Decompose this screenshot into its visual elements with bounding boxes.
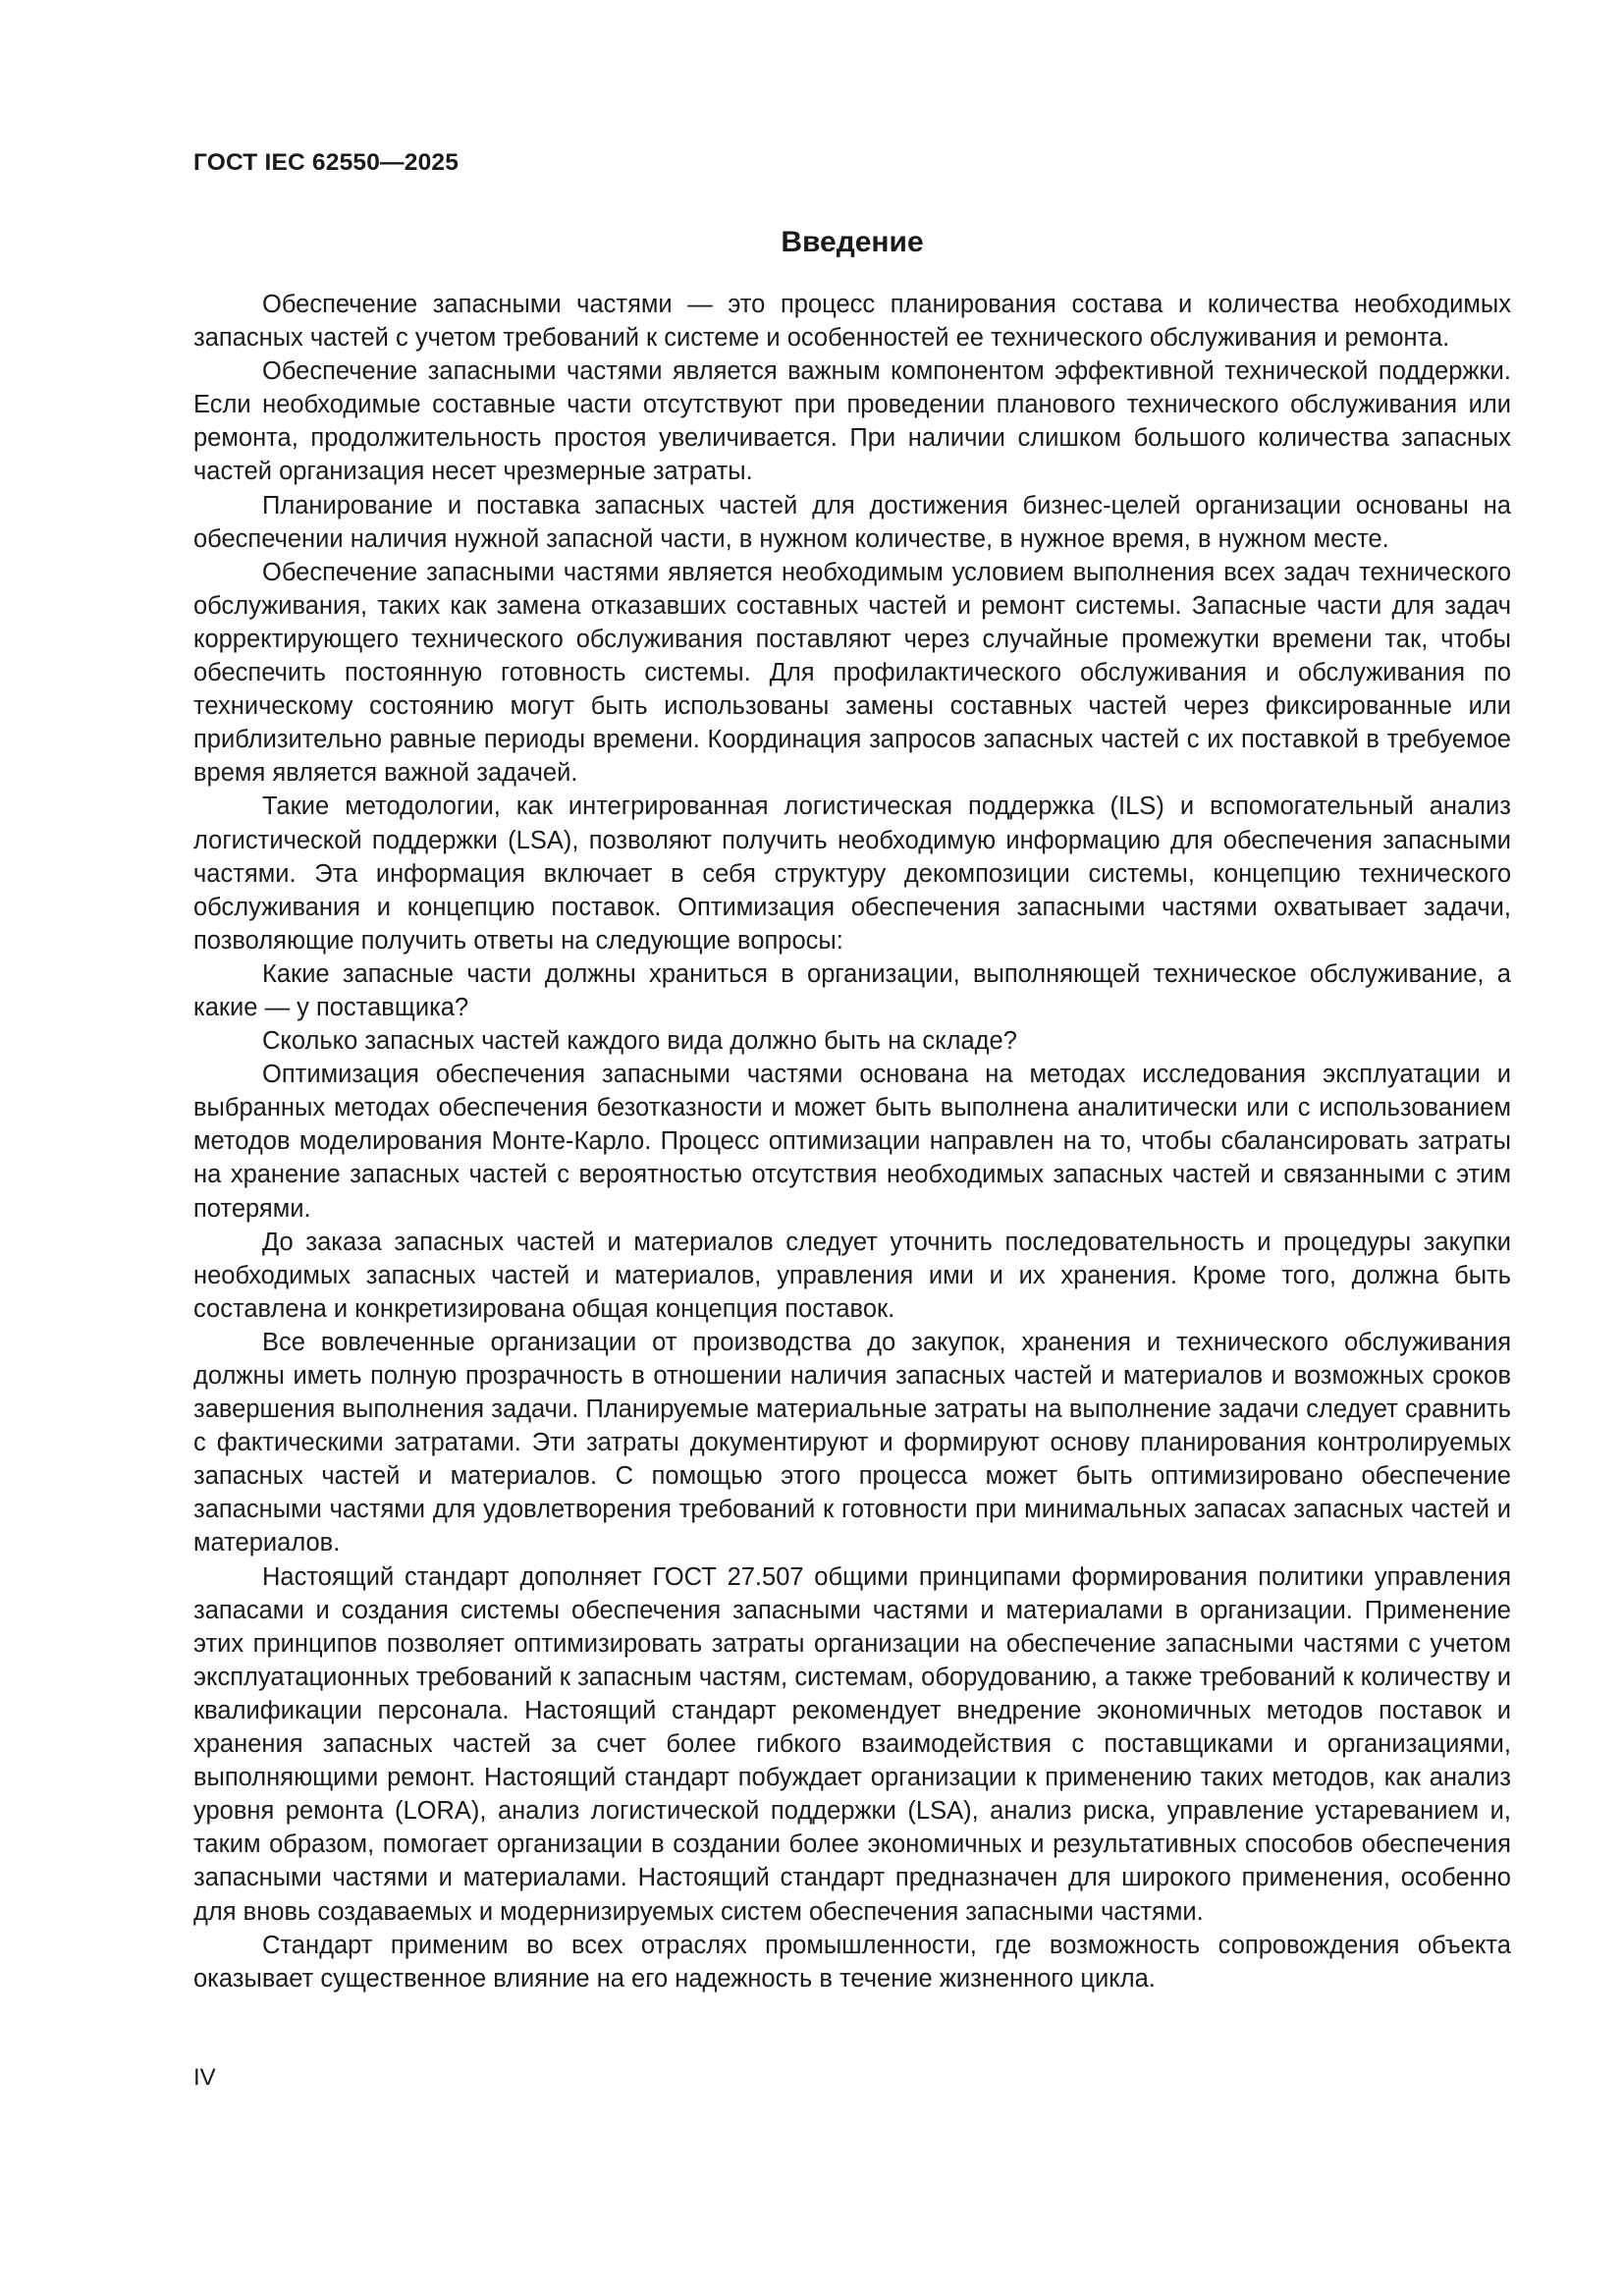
section-title: Введение [781, 226, 924, 258]
paragraph: Обеспечение запасными частями является важным компонентом эффективной технической поддержки. Если необходимые составные части отсутствуют при проведении планового технического обслуживания или ремонта, продолжительность простоя увеличивается. При наличии слишком большого количества запасных частей организация несет чрезмерные затраты. [193, 357, 1511, 486]
body-text [193, 288, 1511, 1995]
paragraph: Стандарт применим во всех отраслях промышленности, где возможность сопровождения объекта оказывает существенное влияние на его надежность в течение жизненного цикла. [193, 1931, 1511, 1993]
paragraph: Сколько запасных частей каждого вида должно быть на складе? [262, 1027, 1017, 1056]
document-header-code: ГОСТ IEC 62550—2025 [193, 149, 460, 176]
page-number: IV [193, 2064, 216, 2091]
paragraph: Настоящий стандарт дополняет ГОСТ 27.507 общими принципами формирования политики управления запасами и создания системы обеспечения запасными частями и материалами в организации. Применение этих принципов позволяет оптимизировать затраты организации на обеспечение запасными частями с учетом эксплуатационных требований к запасным частям, системам, оборудованию, а также требований к количеству и квалификации персонала. Настоящий стандарт рекомендует внедрение экономичных методов поставок и хранения запасных частей за счет более гибкого взаимодействия с поставщиками и организациями, выполняющими ремонт. Настоящий стандарт побуждает организации к применению таких методов, как анализ уровня ремонта (LORA), анализ логистической поддержки (LSA), анализ риска, управление устареванием и, таким образом, помогает организации в создании более экономичных и результативных способов обеспечения запасными частями и материалами. Настоящий стандарт предназначен для широкого применения, особенно для вновь создаваемых и модернизируемых систем обеспечения запасными частями. [193, 1562, 1511, 1926]
paragraph: До заказа запасных частей и материалов следует уточнить последовательность и процедуры закупки необходимых запасных частей и материалов, управления ими и их хранения. Кроме того, должна быть составлена и конкретизирована общая концепция поставок. [193, 1228, 1511, 1323]
paragraph: Все вовлеченные организации от производства до закупок, хранения и технического обслуживания должны иметь полную прозрачность в отношении наличия запасных частей и материалов и возможных сроков завершения выполнения задачи. Планируемые материальные затраты на выполнение задачи следует сравнить с фактическими затратами. Эти затраты документируют и формируют основу планирования контролируемых запасных частей и материалов. С помощью этого процесса может быть оптимизировано обеспечение запасными частями для удовлетворения требований к готовности при минимальных запасах запасных частей и материалов. [193, 1328, 1511, 1558]
paragraph: Такие методологии, как интегрированная логистическая поддержка (ILS) и вспомогательный анализ логистической поддержки (LSA), позволяют получить необходимую информацию для обеспечения запасными частями. Эта информация включает в себя структуру декомпозиции системы, концепцию технического обслуживания и концепцию поставок. Оптимизация обеспечения запасными частями охватывает задачи, позволяющие получить ответы на следующие вопросы: [193, 793, 1511, 955]
paragraph: Планирование и поставка запасных частей для достижения бизнес-целей организации основаны на обеспечении наличия нужной запасной части, в нужном количестве, в нужное время, в нужном месте. [193, 491, 1511, 553]
paragraph: Обеспечение запасными частями является необходимым условием выполнения всех задач технического обслуживания, таких как замена отказавших составных частей и ремонт системы. Запасные части для задач корректирующего технического обслуживания поставляют через случайные промежутки времени так, чтобы обеспечить постоянную готовность системы. Для профилактического обслуживания и обслуживания по техническому состоянию могут быть использованы замены составных частей через фиксированные или приблизительно равные периоды времени. Координация запросов запасных частей с их поставкой в требуемое время является важной задачей. [193, 558, 1511, 788]
paragraph: Какие запасные части должны храниться в организации, выполняющей техническое обслуживание, а какие — у поставщика? [193, 959, 1511, 1021]
paragraph: Обеспечение запасными частями — это процесс планирования состава и количества необходимых запасных частей с учетом требований к системе и особенностей ее технического обслуживания и ремонта. [193, 291, 1511, 353]
paragraph: Оптимизация обеспечения запасными частями основана на методах исследования эксплуатации и выбранных методах обеспечения безотказности и может быть выполнена аналитически или с использованием методов моделирования Монте-Карло. Процесс оптимизации направлен на то, чтобы сбалансировать затраты на хранение запасных частей с вероятностью отсутствия необходимых запасных частей и связанными с этим потерями. [193, 1061, 1511, 1223]
